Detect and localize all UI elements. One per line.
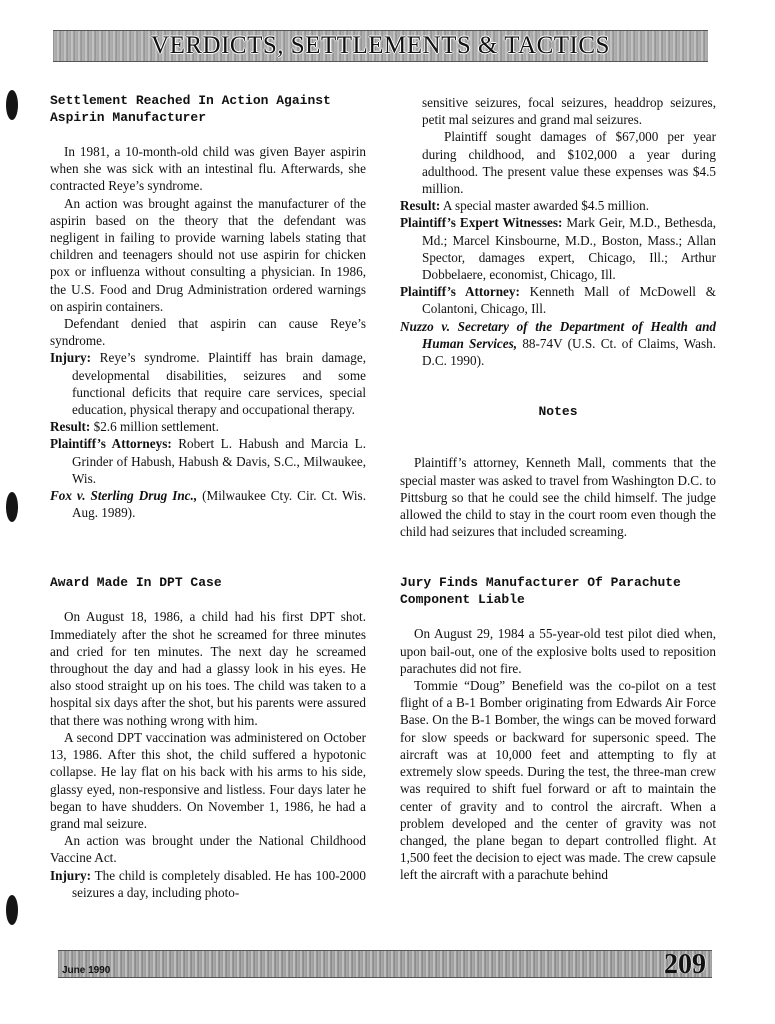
- paragraph: An action was brought against the manufacturer of the aspirin based on the theory that the defendant was negligent in failing to provide warning labels stating that children and teenagers should not use aspirin for chicken pox or influenza without consulting a physician. In 1986, the U.S. Food and Drug Administration ordered warnings on aspirin containers.: [50, 195, 366, 314]
- section-title: VERDICTS, SETTLEMENTS & TACTICS: [151, 32, 610, 59]
- label: Plaintiff’s Attorneys:: [50, 436, 172, 452]
- label: Plaintiff’s Expert Witnesses:: [400, 215, 563, 231]
- footer-bar: [58, 950, 712, 978]
- article-heading-aspirin: Settlement Reached In Action Against Aspirin Manufacturer: [50, 93, 331, 125]
- paragraph: An action was brought under the National Childhood Vaccine Act.: [50, 833, 366, 866]
- result-entry: [50, 418, 366, 435]
- article-heading-parachute: Jury Finds Manufacturer Of Parachute Component Liable: [400, 575, 681, 608]
- left-column: [50, 92, 366, 901]
- paragraph: On August 18, 1986, a child had his first DPT shot. Immediately after the shot he screamed for three minutes and cried for ten minutes. The next day he screamed throughout the day and had a glassy look in his eyes. He also stood straight up on his toes. The child was taken to a hospital six days after the shot, but his parents were assured that there was nothing wrong with him.: [50, 609, 366, 728]
- case-citation: [400, 318, 716, 370]
- label: Plaintiff’s Attorney:: [400, 284, 520, 300]
- result-text: $2.6 million settlement.: [93, 419, 219, 435]
- result-text: A special master awarded $4.5 million.: [442, 198, 650, 214]
- damages-text: Plaintiff sought damages of $67,000 per year during childhood, and $102,000 a year during adulthood. The present value these expenses was $4.5 million.: [422, 129, 716, 197]
- label: Result:: [50, 419, 91, 435]
- case-cite: 88-74V (U.S. Ct. of Claims, Wash. D.C. 1990).: [422, 335, 717, 369]
- label: Injury:: [50, 350, 92, 366]
- injury-text: Reye’s syndrome. Plaintiff has brain damage, developmental disabilities, seizures and some functional deficits that require care services, special education, physical therapy and occupational therapy.: [72, 350, 366, 418]
- case-citation: [50, 487, 366, 521]
- attorney-text: Kenneth Mall of McDowell & Colantoni, Chicago, Ill.: [422, 284, 716, 317]
- section-banner: [53, 30, 708, 62]
- binder-hole-middle: [6, 492, 18, 522]
- binder-hole-bottom: [6, 895, 18, 925]
- attorneys-entry: [50, 435, 366, 487]
- attorneys-text: Robert L. Habush and Marcia L. Grinder of Habush, Habush & Davis, S.C., Milwaukee, Wis.: [72, 436, 366, 486]
- continued-text: sensitive seizures, focal seizures, headdrop seizures, petit mal seizures and grand mal seizures.: [422, 95, 716, 128]
- experts-text: Mark Geir, M.D., Bethesda, Md.; Marcel Kinsbourne, M.D., Boston, Mass.; Allan Spector, damages expert, Chicago, Ill.; Arthur Dobbelaere, economist, Chicago, Ill.: [422, 215, 717, 283]
- right-column: [400, 94, 716, 884]
- label: Result:: [400, 198, 441, 214]
- experts-entry: [400, 214, 716, 283]
- attorney-entry: [400, 283, 716, 317]
- injury-entry: [50, 349, 366, 418]
- case-cite: (Milwaukee Cty. Cir. Ct. Wis. Aug. 1989).: [72, 488, 366, 521]
- paragraph: In 1981, a 10-month-old child was given Bayer aspirin when she was sick with an intestinal flu. Afterwards, she contracted Reye’s syndrome.: [50, 144, 366, 194]
- notes-heading: Notes: [538, 404, 578, 420]
- result-entry: [400, 197, 716, 214]
- paragraph: On August 29, 1984 a 55-year-old test pilot died when, upon bail-out, one of the explosive bolts used to reposition parachutes did not fire.: [400, 626, 716, 676]
- notes-text: Plaintiff’s attorney, Kenneth Mall, comments that the special master was asked to travel from Washington D.C. to Pittsburg so that he could see the child himself. The judge allowed the child to stay in the court room even though the child had seizures that included screaming.: [400, 455, 716, 540]
- label: Injury:: [50, 867, 92, 883]
- binder-hole-top: [6, 90, 18, 120]
- case-name: Nuzzo v. Secretary of the Department of Health and Human Services,: [400, 318, 716, 351]
- injury-text: The child is completely disabled. He has 100-2000 seizures a day, including photo-: [72, 867, 366, 900]
- article-heading-dpt: Award Made In DPT Case: [50, 575, 222, 591]
- paragraph: Defendant denied that aspirin can cause Reye’s syndrome.: [50, 316, 366, 349]
- issue-date: June 1990: [62, 965, 111, 976]
- page-number: 209: [664, 949, 706, 980]
- paragraph: A second DPT vaccination was administered on October 13, 1986. After this shot, the child suffered a hypotonic collapse. He lay flat on his back with his arms to his side, glassy eyed, non-responsive and listless. Four days later he began to have shudders. On November 1, 1986, he had a grand mal seizure.: [50, 729, 366, 831]
- injury-entry: [50, 867, 366, 901]
- case-name: Fox v. Sterling Drug Inc.,: [50, 488, 198, 504]
- paragraph: Tommie “Doug” Benefield was the co-pilot on a test flight of a B-1 Bomber originating from Edwards Air Force Base. On the B-1 Bomber, the wings can be moved forward for slow speeds or backward for supersonic speed. The aircraft was at 10,000 feet and attempting to fly at extremely slow speeds. During the test, the three-man crew was required to shift fuel forward or aft to maintain the center of gravity and to control the aircraft. When a problem developed and the center of gravity was not changed, the plane began to depart controlled flight. At 1,500 feet the decision to eject was made. The crew capsule left the aircraft with a parachute behind: [400, 678, 716, 883]
